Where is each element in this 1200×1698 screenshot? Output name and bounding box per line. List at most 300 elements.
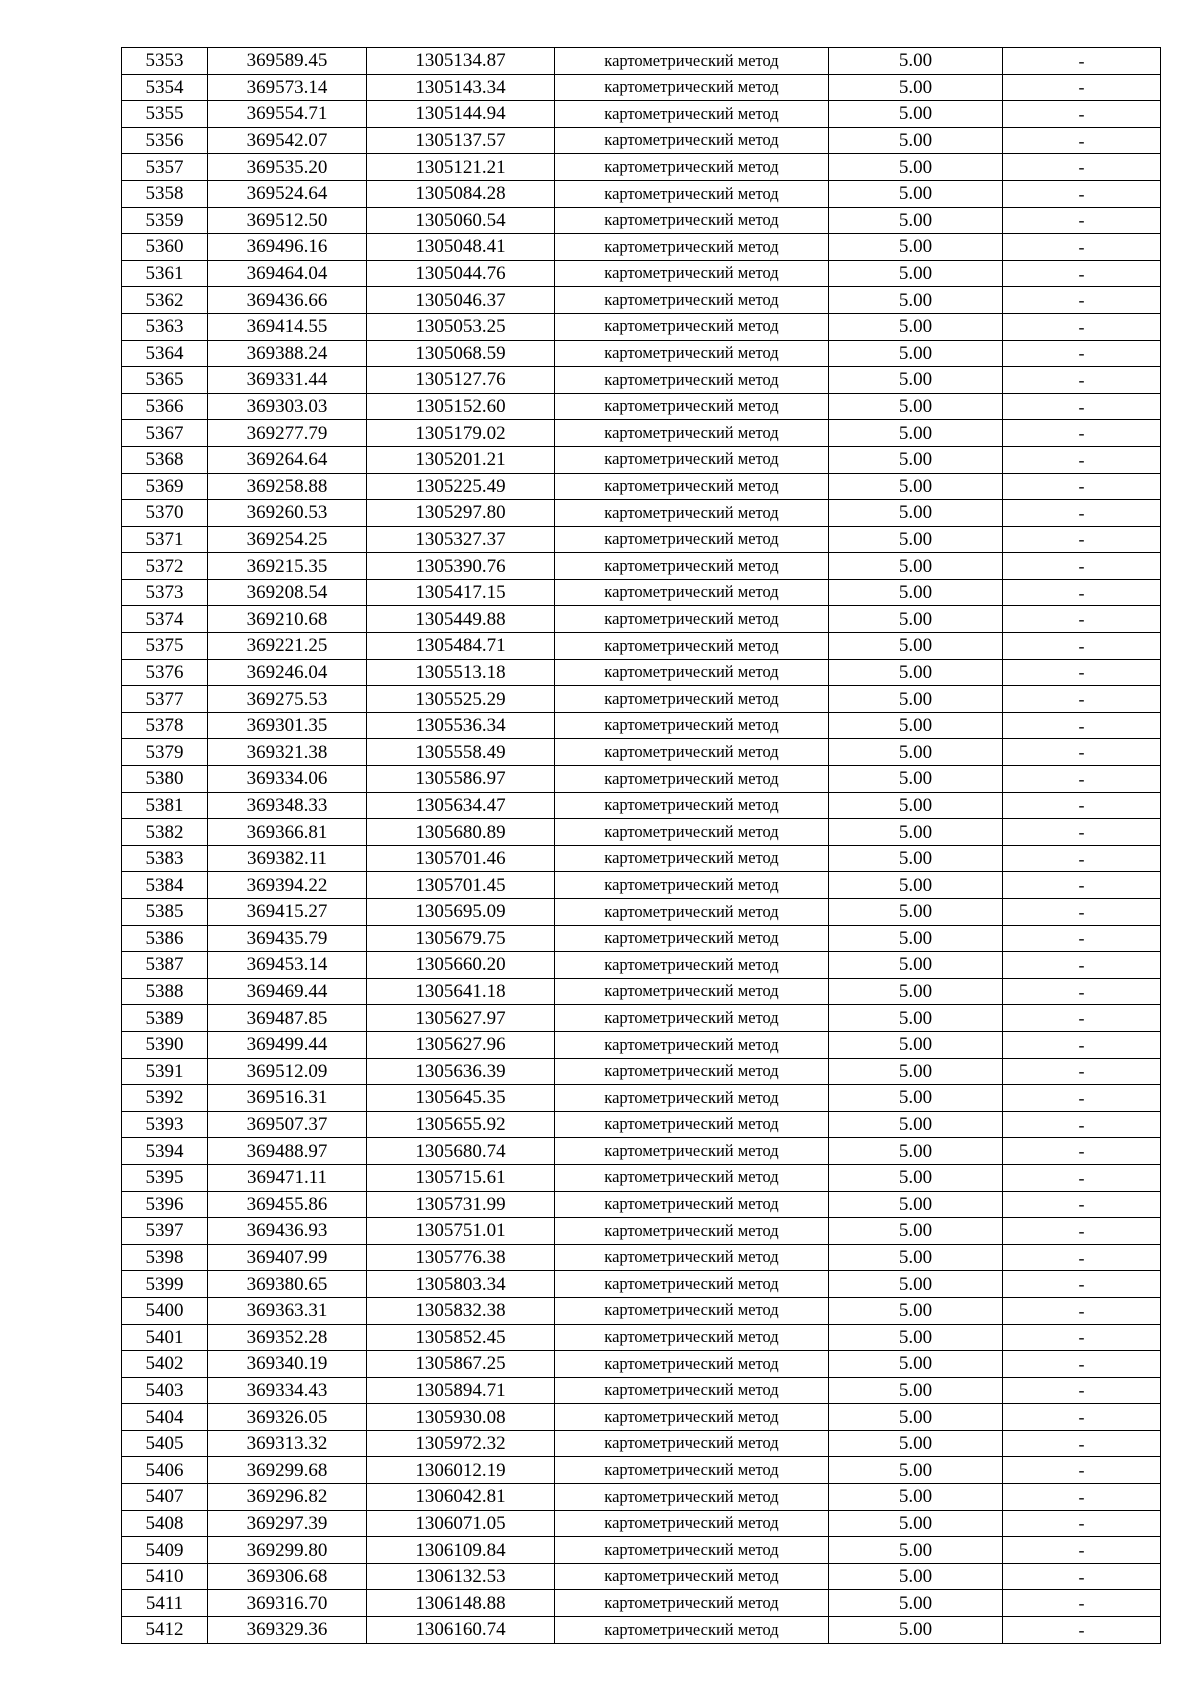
description-cell: - [1003, 1218, 1161, 1245]
method-cell: картометрический метод [555, 872, 829, 899]
y-coordinate-cell: 1305137.57 [367, 127, 555, 154]
y-coordinate-cell: 1305127.76 [367, 367, 555, 394]
x-coordinate-cell: 369436.93 [208, 1218, 367, 1245]
x-coordinate-cell: 369507.37 [208, 1111, 367, 1138]
table-row [122, 553, 1161, 580]
point-number-cell: 5392 [122, 1085, 208, 1112]
method-cell: картометрический метод [555, 1271, 829, 1298]
method-cell: картометрический метод [555, 1377, 829, 1404]
table-row [122, 739, 1161, 766]
description-cell: - [1003, 127, 1161, 154]
point-number-cell: 5394 [122, 1138, 208, 1165]
point-number-cell: 5382 [122, 819, 208, 846]
description-cell: - [1003, 819, 1161, 846]
x-coordinate-cell: 369208.54 [208, 579, 367, 606]
accuracy-cell: 5.00 [829, 1404, 1003, 1431]
description-cell: - [1003, 686, 1161, 713]
point-number-cell: 5381 [122, 792, 208, 819]
accuracy-cell: 5.00 [829, 1537, 1003, 1564]
method-cell: картометрический метод [555, 180, 829, 207]
accuracy-cell: 5.00 [829, 313, 1003, 340]
x-coordinate-cell: 369348.33 [208, 792, 367, 819]
description-cell: - [1003, 553, 1161, 580]
table-row [122, 952, 1161, 979]
description-cell: - [1003, 606, 1161, 633]
accuracy-cell: 5.00 [829, 101, 1003, 128]
x-coordinate-cell: 369246.04 [208, 659, 367, 686]
table-row [122, 872, 1161, 899]
table-row [122, 1484, 1161, 1511]
point-number-cell: 5373 [122, 579, 208, 606]
point-number-cell: 5408 [122, 1510, 208, 1537]
table-row [122, 367, 1161, 394]
y-coordinate-cell: 1305225.49 [367, 473, 555, 500]
description-cell: - [1003, 1005, 1161, 1032]
description-cell: - [1003, 340, 1161, 367]
method-cell: картометрический метод [555, 1617, 829, 1644]
accuracy-cell: 5.00 [829, 659, 1003, 686]
x-coordinate-cell: 369512.09 [208, 1058, 367, 1085]
y-coordinate-cell: 1305894.71 [367, 1377, 555, 1404]
x-coordinate-cell: 369258.88 [208, 473, 367, 500]
description-cell: - [1003, 1111, 1161, 1138]
y-coordinate-cell: 1305852.45 [367, 1324, 555, 1351]
y-coordinate-cell: 1305701.45 [367, 872, 555, 899]
description-cell: - [1003, 1377, 1161, 1404]
description-cell: - [1003, 180, 1161, 207]
y-coordinate-cell: 1305701.46 [367, 845, 555, 872]
y-coordinate-cell: 1305525.29 [367, 686, 555, 713]
point-number-cell: 5361 [122, 260, 208, 287]
x-coordinate-cell: 369394.22 [208, 872, 367, 899]
table-row [122, 712, 1161, 739]
point-number-cell: 5387 [122, 952, 208, 979]
method-cell: картометрический метод [555, 952, 829, 979]
accuracy-cell: 5.00 [829, 1457, 1003, 1484]
method-cell: картометрический метод [555, 606, 829, 633]
accuracy-cell: 5.00 [829, 526, 1003, 553]
accuracy-cell: 5.00 [829, 48, 1003, 75]
accuracy-cell: 5.00 [829, 1005, 1003, 1032]
description-cell: - [1003, 367, 1161, 394]
x-coordinate-cell: 369326.05 [208, 1404, 367, 1431]
x-coordinate-cell: 369471.11 [208, 1164, 367, 1191]
accuracy-cell: 5.00 [829, 1297, 1003, 1324]
point-number-cell: 5395 [122, 1164, 208, 1191]
y-coordinate-cell: 1305751.01 [367, 1218, 555, 1245]
description-cell: - [1003, 579, 1161, 606]
table-row [122, 1031, 1161, 1058]
accuracy-cell: 5.00 [829, 180, 1003, 207]
method-cell: картометрический метод [555, 766, 829, 793]
x-coordinate-cell: 369499.44 [208, 1031, 367, 1058]
table-row [122, 1111, 1161, 1138]
method-cell: картометрический метод [555, 712, 829, 739]
method-cell: картометрический метод [555, 1537, 829, 1564]
description-cell: - [1003, 1271, 1161, 1298]
y-coordinate-cell: 1305143.34 [367, 74, 555, 101]
point-number-cell: 5410 [122, 1563, 208, 1590]
method-cell: картометрический метод [555, 1138, 829, 1165]
table-row [122, 1563, 1161, 1590]
point-number-cell: 5370 [122, 500, 208, 527]
accuracy-cell: 5.00 [829, 925, 1003, 952]
method-cell: картометрический метод [555, 393, 829, 420]
y-coordinate-cell: 1305634.47 [367, 792, 555, 819]
x-coordinate-cell: 369215.35 [208, 553, 367, 580]
x-coordinate-cell: 369554.71 [208, 101, 367, 128]
method-cell: картометрический метод [555, 1005, 829, 1032]
table-row [122, 74, 1161, 101]
method-cell: картометрический метод [555, 127, 829, 154]
point-number-cell: 5393 [122, 1111, 208, 1138]
point-number-cell: 5407 [122, 1484, 208, 1511]
description-cell: - [1003, 1191, 1161, 1218]
y-coordinate-cell: 1306148.88 [367, 1590, 555, 1617]
point-number-cell: 5380 [122, 766, 208, 793]
table-row [122, 393, 1161, 420]
x-coordinate-cell: 369388.24 [208, 340, 367, 367]
accuracy-cell: 5.00 [829, 74, 1003, 101]
point-number-cell: 5364 [122, 340, 208, 367]
description-cell: - [1003, 101, 1161, 128]
method-cell: картометрический метод [555, 792, 829, 819]
x-coordinate-cell: 369469.44 [208, 978, 367, 1005]
table-row [122, 340, 1161, 367]
point-number-cell: 5374 [122, 606, 208, 633]
method-cell: картометрический метод [555, 1164, 829, 1191]
point-number-cell: 5404 [122, 1404, 208, 1431]
description-cell: - [1003, 1510, 1161, 1537]
accuracy-cell: 5.00 [829, 952, 1003, 979]
x-coordinate-cell: 369277.79 [208, 420, 367, 447]
description-cell: - [1003, 792, 1161, 819]
y-coordinate-cell: 1305715.61 [367, 1164, 555, 1191]
accuracy-cell: 5.00 [829, 1484, 1003, 1511]
y-coordinate-cell: 1305417.15 [367, 579, 555, 606]
description-cell: - [1003, 526, 1161, 553]
description-cell: - [1003, 1404, 1161, 1431]
table-row [122, 1191, 1161, 1218]
description-cell: - [1003, 978, 1161, 1005]
description-cell: - [1003, 1085, 1161, 1112]
accuracy-cell: 5.00 [829, 1510, 1003, 1537]
accuracy-cell: 5.00 [829, 1324, 1003, 1351]
description-cell: - [1003, 393, 1161, 420]
x-coordinate-cell: 369334.06 [208, 766, 367, 793]
table-row [122, 633, 1161, 660]
accuracy-cell: 5.00 [829, 819, 1003, 846]
method-cell: картометрический метод [555, 340, 829, 367]
x-coordinate-cell: 369329.36 [208, 1617, 367, 1644]
point-number-cell: 5383 [122, 845, 208, 872]
description-cell: - [1003, 500, 1161, 527]
y-coordinate-cell: 1306132.53 [367, 1563, 555, 1590]
method-cell: картометрический метод [555, 925, 829, 952]
y-coordinate-cell: 1305327.37 [367, 526, 555, 553]
accuracy-cell: 5.00 [829, 340, 1003, 367]
table-row [122, 606, 1161, 633]
table-row [122, 659, 1161, 686]
accuracy-cell: 5.00 [829, 260, 1003, 287]
y-coordinate-cell: 1305655.92 [367, 1111, 555, 1138]
description-cell: - [1003, 1244, 1161, 1271]
method-cell: картометрический метод [555, 899, 829, 926]
accuracy-cell: 5.00 [829, 1590, 1003, 1617]
x-coordinate-cell: 369296.82 [208, 1484, 367, 1511]
table-row [122, 420, 1161, 447]
point-number-cell: 5357 [122, 154, 208, 181]
point-number-cell: 5365 [122, 367, 208, 394]
accuracy-cell: 5.00 [829, 1563, 1003, 1590]
method-cell: картометрический метод [555, 526, 829, 553]
description-cell: - [1003, 712, 1161, 739]
table-row [122, 473, 1161, 500]
table-row [122, 1164, 1161, 1191]
accuracy-cell: 5.00 [829, 1111, 1003, 1138]
table-row [122, 207, 1161, 234]
y-coordinate-cell: 1305513.18 [367, 659, 555, 686]
y-coordinate-cell: 1305641.18 [367, 978, 555, 1005]
accuracy-cell: 5.00 [829, 978, 1003, 1005]
x-coordinate-cell: 369535.20 [208, 154, 367, 181]
table-row [122, 1085, 1161, 1112]
table-row [122, 1617, 1161, 1644]
method-cell: картометрический метод [555, 367, 829, 394]
accuracy-cell: 5.00 [829, 1164, 1003, 1191]
x-coordinate-cell: 369331.44 [208, 367, 367, 394]
method-cell: картометрический метод [555, 1351, 829, 1378]
method-cell: картометрический метод [555, 1058, 829, 1085]
method-cell: картометрический метод [555, 1510, 829, 1537]
y-coordinate-cell: 1305695.09 [367, 899, 555, 926]
x-coordinate-cell: 369306.68 [208, 1563, 367, 1590]
y-coordinate-cell: 1306109.84 [367, 1537, 555, 1564]
method-cell: картометрический метод [555, 1324, 829, 1351]
point-number-cell: 5359 [122, 207, 208, 234]
description-cell: - [1003, 473, 1161, 500]
accuracy-cell: 5.00 [829, 287, 1003, 314]
table-row [122, 925, 1161, 952]
table-row [122, 766, 1161, 793]
x-coordinate-cell: 369464.04 [208, 260, 367, 287]
method-cell: картометрический метод [555, 1191, 829, 1218]
description-cell: - [1003, 1058, 1161, 1085]
y-coordinate-cell: 1305152.60 [367, 393, 555, 420]
x-coordinate-cell: 369366.81 [208, 819, 367, 846]
table-row [122, 978, 1161, 1005]
y-coordinate-cell: 1305867.25 [367, 1351, 555, 1378]
coordinates-table-body [122, 48, 1161, 1644]
table-row [122, 1430, 1161, 1457]
accuracy-cell: 5.00 [829, 1617, 1003, 1644]
y-coordinate-cell: 1305680.74 [367, 1138, 555, 1165]
accuracy-cell: 5.00 [829, 579, 1003, 606]
method-cell: картометрический метод [555, 313, 829, 340]
method-cell: картометрический метод [555, 287, 829, 314]
accuracy-cell: 5.00 [829, 1244, 1003, 1271]
method-cell: картометрический метод [555, 686, 829, 713]
x-coordinate-cell: 369435.79 [208, 925, 367, 952]
accuracy-cell: 5.00 [829, 739, 1003, 766]
point-number-cell: 5398 [122, 1244, 208, 1271]
method-cell: картометрический метод [555, 48, 829, 75]
point-number-cell: 5386 [122, 925, 208, 952]
description-cell: - [1003, 74, 1161, 101]
point-number-cell: 5367 [122, 420, 208, 447]
table-row [122, 899, 1161, 926]
accuracy-cell: 5.00 [829, 633, 1003, 660]
point-number-cell: 5375 [122, 633, 208, 660]
accuracy-cell: 5.00 [829, 1218, 1003, 1245]
method-cell: картометрический метод [555, 1111, 829, 1138]
x-coordinate-cell: 369297.39 [208, 1510, 367, 1537]
method-cell: картометрический метод [555, 420, 829, 447]
table-row [122, 1271, 1161, 1298]
table-row [122, 180, 1161, 207]
x-coordinate-cell: 369264.64 [208, 446, 367, 473]
description-cell: - [1003, 260, 1161, 287]
y-coordinate-cell: 1305627.97 [367, 1005, 555, 1032]
point-number-cell: 5388 [122, 978, 208, 1005]
method-cell: картометрический метод [555, 553, 829, 580]
x-coordinate-cell: 369321.38 [208, 739, 367, 766]
table-row [122, 1457, 1161, 1484]
description-cell: - [1003, 952, 1161, 979]
accuracy-cell: 5.00 [829, 766, 1003, 793]
x-coordinate-cell: 369512.50 [208, 207, 367, 234]
point-number-cell: 5354 [122, 74, 208, 101]
description-cell: - [1003, 899, 1161, 926]
point-number-cell: 5403 [122, 1377, 208, 1404]
description-cell: - [1003, 287, 1161, 314]
y-coordinate-cell: 1305084.28 [367, 180, 555, 207]
x-coordinate-cell: 369573.14 [208, 74, 367, 101]
table-row [122, 287, 1161, 314]
point-number-cell: 5366 [122, 393, 208, 420]
point-number-cell: 5369 [122, 473, 208, 500]
accuracy-cell: 5.00 [829, 446, 1003, 473]
y-coordinate-cell: 1305201.21 [367, 446, 555, 473]
accuracy-cell: 5.00 [829, 367, 1003, 394]
y-coordinate-cell: 1305068.59 [367, 340, 555, 367]
y-coordinate-cell: 1305484.71 [367, 633, 555, 660]
accuracy-cell: 5.00 [829, 1191, 1003, 1218]
accuracy-cell: 5.00 [829, 606, 1003, 633]
table-row [122, 1590, 1161, 1617]
description-cell: - [1003, 1138, 1161, 1165]
method-cell: картометрический метод [555, 1484, 829, 1511]
accuracy-cell: 5.00 [829, 1430, 1003, 1457]
point-number-cell: 5379 [122, 739, 208, 766]
table-row [122, 1324, 1161, 1351]
point-number-cell: 5377 [122, 686, 208, 713]
point-number-cell: 5405 [122, 1430, 208, 1457]
accuracy-cell: 5.00 [829, 207, 1003, 234]
description-cell: - [1003, 1590, 1161, 1617]
x-coordinate-cell: 369340.19 [208, 1351, 367, 1378]
description-cell: - [1003, 1351, 1161, 1378]
description-cell: - [1003, 1324, 1161, 1351]
x-coordinate-cell: 369455.86 [208, 1191, 367, 1218]
x-coordinate-cell: 369524.64 [208, 180, 367, 207]
method-cell: картометрический метод [555, 1031, 829, 1058]
method-cell: картометрический метод [555, 978, 829, 1005]
y-coordinate-cell: 1305680.89 [367, 819, 555, 846]
table-row [122, 101, 1161, 128]
method-cell: картометрический метод [555, 1085, 829, 1112]
x-coordinate-cell: 369516.31 [208, 1085, 367, 1112]
description-cell: - [1003, 1457, 1161, 1484]
description-cell: - [1003, 313, 1161, 340]
accuracy-cell: 5.00 [829, 1377, 1003, 1404]
description-cell: - [1003, 234, 1161, 261]
accuracy-cell: 5.00 [829, 1271, 1003, 1298]
x-coordinate-cell: 369316.70 [208, 1590, 367, 1617]
y-coordinate-cell: 1305053.25 [367, 313, 555, 340]
method-cell: картометрический метод [555, 154, 829, 181]
point-number-cell: 5391 [122, 1058, 208, 1085]
point-number-cell: 5411 [122, 1590, 208, 1617]
table-row [122, 1351, 1161, 1378]
x-coordinate-cell: 369299.80 [208, 1537, 367, 1564]
x-coordinate-cell: 369407.99 [208, 1244, 367, 1271]
method-cell: картометрический метод [555, 1244, 829, 1271]
description-cell: - [1003, 207, 1161, 234]
y-coordinate-cell: 1305930.08 [367, 1404, 555, 1431]
y-coordinate-cell: 1305536.34 [367, 712, 555, 739]
x-coordinate-cell: 369254.25 [208, 526, 367, 553]
table-row [122, 1404, 1161, 1431]
method-cell: картометрический метод [555, 234, 829, 261]
description-cell: - [1003, 1297, 1161, 1324]
x-coordinate-cell: 369487.85 [208, 1005, 367, 1032]
x-coordinate-cell: 369303.03 [208, 393, 367, 420]
y-coordinate-cell: 1305046.37 [367, 287, 555, 314]
y-coordinate-cell: 1305044.76 [367, 260, 555, 287]
y-coordinate-cell: 1306042.81 [367, 1484, 555, 1511]
accuracy-cell: 5.00 [829, 872, 1003, 899]
method-cell: картометрический метод [555, 1404, 829, 1431]
y-coordinate-cell: 1306160.74 [367, 1617, 555, 1644]
accuracy-cell: 5.00 [829, 1351, 1003, 1378]
point-number-cell: 5400 [122, 1297, 208, 1324]
point-number-cell: 5363 [122, 313, 208, 340]
point-number-cell: 5356 [122, 127, 208, 154]
y-coordinate-cell: 1305060.54 [367, 207, 555, 234]
point-number-cell: 5409 [122, 1537, 208, 1564]
x-coordinate-cell: 369415.27 [208, 899, 367, 926]
y-coordinate-cell: 1305390.76 [367, 553, 555, 580]
x-coordinate-cell: 369496.16 [208, 234, 367, 261]
point-number-cell: 5376 [122, 659, 208, 686]
table-row [122, 526, 1161, 553]
y-coordinate-cell: 1305048.41 [367, 234, 555, 261]
point-number-cell: 5372 [122, 553, 208, 580]
point-number-cell: 5397 [122, 1218, 208, 1245]
x-coordinate-cell: 369275.53 [208, 686, 367, 713]
method-cell: картометрический метод [555, 1563, 829, 1590]
coordinates-table [121, 47, 1161, 1644]
x-coordinate-cell: 369221.25 [208, 633, 367, 660]
accuracy-cell: 5.00 [829, 553, 1003, 580]
point-number-cell: 5389 [122, 1005, 208, 1032]
table-row [122, 1218, 1161, 1245]
table-row [122, 1297, 1161, 1324]
table-row [122, 579, 1161, 606]
point-number-cell: 5353 [122, 48, 208, 75]
description-cell: - [1003, 1563, 1161, 1590]
